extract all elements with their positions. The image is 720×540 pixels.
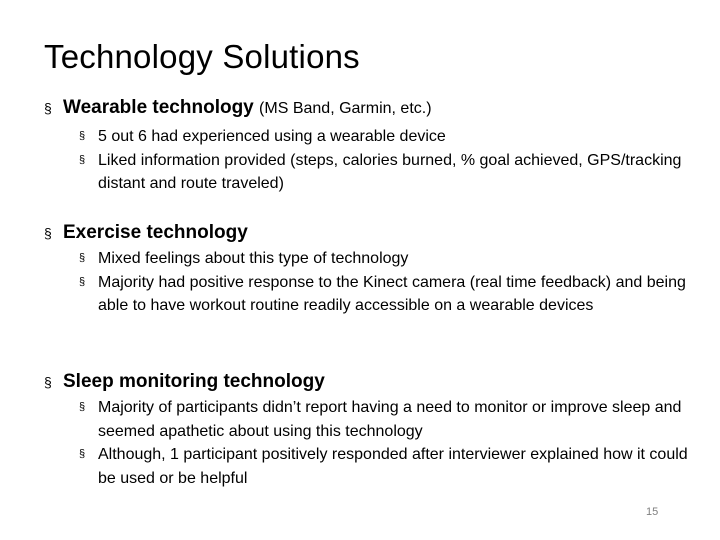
bullet-text: Majority had positive response to the Kinect camera (real time feedback) and being able to have workout routine readily accessible on a wearable devices [98, 273, 686, 314]
bullet-level1 [44, 96, 694, 121]
section-exercise-technology [44, 221, 694, 318]
bullet-marker: § [79, 130, 86, 142]
bullet-text: Although, 1 participant positively responded after interviewer explained how it could be used or be helpful [98, 446, 688, 487]
bullet-text: Liked information provided (steps, calories burned, % goal achieved, GPS/tracking distant and route traveled) [98, 151, 682, 192]
bullet-level1 [44, 370, 694, 394]
bullet-level2 [79, 247, 698, 271]
bullet-level2 [79, 396, 698, 443]
bullet-marker: § [44, 225, 52, 241]
bullet-marker: § [44, 100, 52, 116]
page-number: 15 [646, 506, 659, 518]
bullet-text: Mixed feelings about this type of technology [98, 250, 409, 267]
bullet-level2 [79, 125, 698, 149]
bullet-level2 [79, 271, 698, 318]
bullet-level1 [44, 221, 694, 245]
bullet-text: 5 out 6 had experienced using a wearable device [98, 128, 446, 145]
section-heading: Wearable technology [63, 97, 254, 118]
bullet-marker: § [79, 448, 86, 460]
section-heading: Exercise technology [63, 222, 248, 243]
bullet-marker: § [44, 374, 52, 390]
section-sleep-monitoring-technology [44, 370, 694, 490]
bullet-text: Majority of participants didn’t report having a need to monitor or improve sleep and seemed apathetic about using this technology [98, 399, 682, 440]
section-heading: Sleep monitoring technology [63, 371, 325, 392]
bullet-marker: § [79, 153, 86, 166]
section-wearable-technology [44, 96, 694, 196]
bullet-level2 [79, 149, 698, 196]
bullet-marker: § [79, 275, 86, 288]
bullet-marker: § [79, 401, 86, 413]
slide-title: Technology Solutions [44, 38, 360, 75]
bullet-level2 [79, 443, 698, 490]
bullet-marker: § [79, 252, 86, 264]
section-detail: (MS Band, Garmin, etc.) [259, 100, 432, 117]
